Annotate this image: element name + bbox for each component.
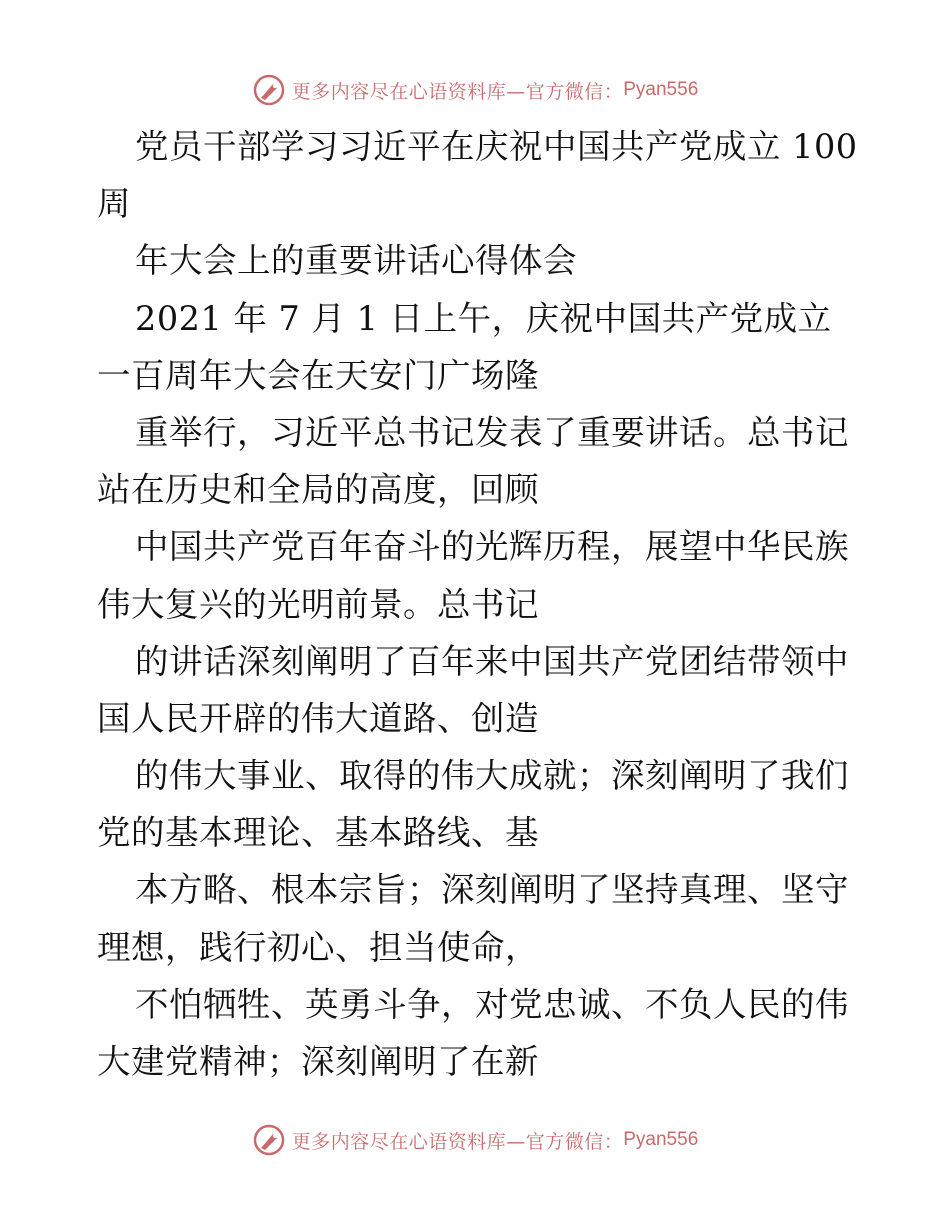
watermark-wechat-id: Pyan556 bbox=[623, 1129, 699, 1150]
text-line: 中国共产党百年奋斗的光辉历程，展望中华民族 bbox=[135, 527, 849, 567]
watermark-text: 更多内容尽在心语资料库—官方微信： bbox=[291, 80, 624, 103]
text-line: 党的基本理论、基本路线、基 bbox=[97, 813, 539, 853]
watermark-text: 更多内容尽在心语资料库—官方微信： bbox=[291, 1130, 624, 1153]
document-body bbox=[97, 118, 857, 1090]
header-watermark bbox=[0, 70, 950, 110]
text-line: 国人民开辟的伟大道路、创造 bbox=[97, 698, 539, 738]
text-line: 理想，践行初心、担当使命， bbox=[97, 927, 539, 967]
text-line: 周 bbox=[97, 184, 131, 224]
watermark-wechat-id: Pyan556 bbox=[623, 79, 699, 100]
text-line: 伟大复兴的光明前景。总书记 bbox=[97, 584, 539, 624]
text-line: 站在历史和全局的高度，回顾 bbox=[97, 470, 539, 510]
pen-logo-icon bbox=[252, 73, 286, 107]
text-line: 一百周年大会在天安门广场隆 bbox=[97, 355, 539, 395]
text-line: 大建党精神；深刻阐明了在新 bbox=[97, 1042, 539, 1081]
pen-logo-icon bbox=[252, 1123, 286, 1157]
text-line: 的讲话深刻阐明了百年来中国共产党团结带领中 bbox=[135, 641, 849, 681]
text-line: 2021 年 7 月 1 日上午，庆祝中国共产党成立 bbox=[135, 298, 832, 338]
text-line: 的伟大事业、取得的伟大成就；深刻阐明了我们 bbox=[135, 756, 849, 796]
text-line: 不怕牺牲、英勇斗争，对党忠诚、不负人民的伟 bbox=[135, 984, 849, 1024]
text-line: 本方略、根本宗旨；深刻阐明了坚持真理、坚守 bbox=[135, 870, 849, 910]
text-line: 党员干部学习习近平在庆祝中国共产党成立 100 bbox=[135, 127, 858, 166]
text-line: 重举行，习近平总书记发表了重要讲话。总书记 bbox=[135, 412, 849, 452]
footer-watermark bbox=[0, 1120, 950, 1160]
text-line: 年大会上的重要讲话心得体会 bbox=[135, 241, 577, 281]
